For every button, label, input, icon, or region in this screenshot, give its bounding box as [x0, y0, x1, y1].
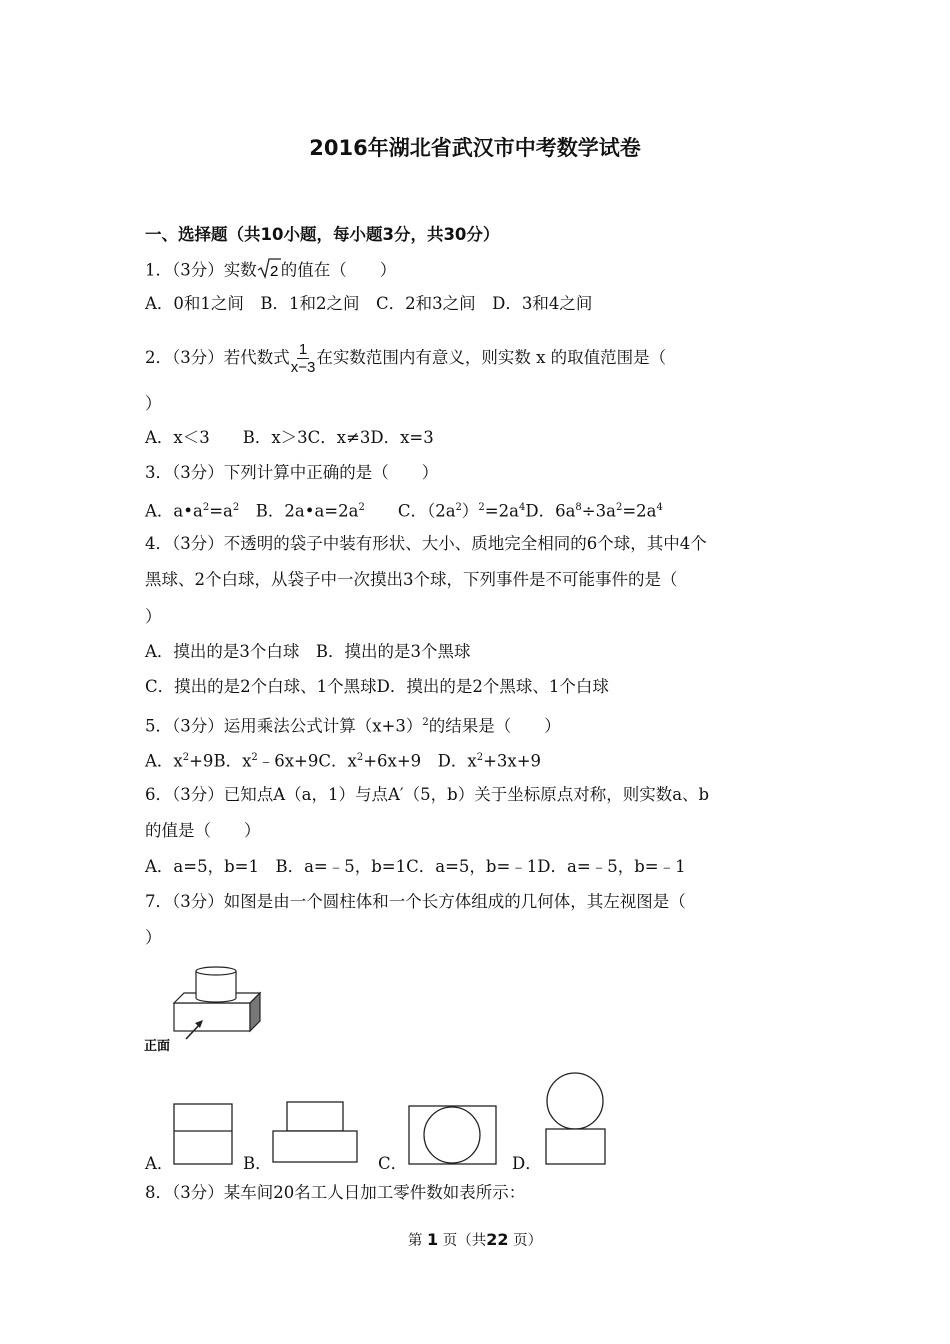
question-7-line-1: 7．（3分）如图是由一个圆柱体和一个长方体组成的几何体，其左视图是（ — [145, 892, 686, 911]
sqrt-symbol — [257, 257, 281, 285]
question-2: 2．（3分）若代数式 $\frac{1}{x-3}$ 在实数范围内有意义，则实数 x 的取值范围是（ — [145, 341, 667, 376]
question-8: 8．（3分）某车间20名工人日加工零件数如表所示： — [145, 1183, 526, 1202]
question-4-line-2: 黑球、2个白球，从袋子中一次摸出3个球，下列事件是不可能事件的是（ — [145, 570, 678, 589]
question-4-options-2: C．摸出的是2个白球、1个黑球D．摸出的是2个黑球、1个白球 — [145, 677, 609, 696]
question-5-options: A．$x^2+9B$．$x^2﹣6x+9C$．$x^2+6x+9$ D．$x^2+3x+9$ — [145, 751, 542, 771]
section-heading: 一、选择题（共10小题，每小题3分，共30分） — [145, 225, 500, 244]
q7-option-b-figure — [270, 1100, 360, 1166]
total-pages: 22 — [486, 1230, 509, 1249]
question-7-line-2: ） — [145, 928, 162, 947]
question-3: 3．（3分）下列计算中正确的是（ ） — [145, 463, 439, 482]
exam-title: 2016年湖北省武汉市中考数学试卷 — [309, 136, 641, 160]
q7-option-b-label: B． — [243, 1154, 272, 1173]
question-6-options: A．a=5，b=1 B．a=﹣5，b=1C．a=5，b=﹣1D．a=﹣5，b=﹣1 — [145, 857, 686, 876]
fraction: $\frac{1}{x-3}$ — [290, 341, 316, 376]
question-2-cont: ） — [145, 394, 162, 413]
q7-option-c-label: C． — [378, 1154, 408, 1173]
question-6-line-2: 的值是（ ） — [145, 821, 261, 840]
question-1: 1．（3分）实数 2 的值在（ ） — [145, 257, 396, 285]
q7-option-d-label: D． — [512, 1154, 542, 1173]
q7-option-c-figure — [404, 1103, 500, 1167]
question-3-options: A．$a•a^2=a^2$ B．$2a•a=2a^2$ C．$(2a^2)^2=2a^4D$．$6a^8\div 3a^2=2a^4$ — [145, 501, 663, 521]
question-2-options: A．x＜3 B．x＞3C．x≠3D．x=3 — [145, 428, 434, 447]
q7-solid-figure — [140, 962, 270, 1054]
question-5: 5．（3分）运用乘法公式计算$(x+3)^2$的结果是（ ） — [145, 716, 561, 736]
question-6-line-1: 6．（3分）已知点A（a，1）与点A′（5，b）关于坐标原点对称，则实数a、b — [145, 785, 710, 804]
question-1-options: A．0和1之间 B．1和2之间 C．2和3之间 D．3和4之间 — [145, 294, 593, 313]
svg-text:2: 2 — [269, 263, 279, 279]
question-4-line-3: ） — [145, 607, 162, 626]
current-page: 1 — [426, 1230, 439, 1249]
q7-option-d-figure — [540, 1070, 612, 1168]
front-label: 正面 — [144, 1039, 171, 1054]
q7-option-a-label: A． — [145, 1154, 174, 1173]
question-4-line-1: 4．（3分）不透明的袋子中装有形状、大小、质地完全相同的6个球，其中4个 — [145, 534, 707, 553]
q7-option-a-figure — [172, 1102, 234, 1166]
page-footer: 第 1 页（共22 页） — [407, 1230, 543, 1249]
question-4-options-1: A．摸出的是3个白球 B．摸出的是3个黑球 — [145, 642, 471, 661]
